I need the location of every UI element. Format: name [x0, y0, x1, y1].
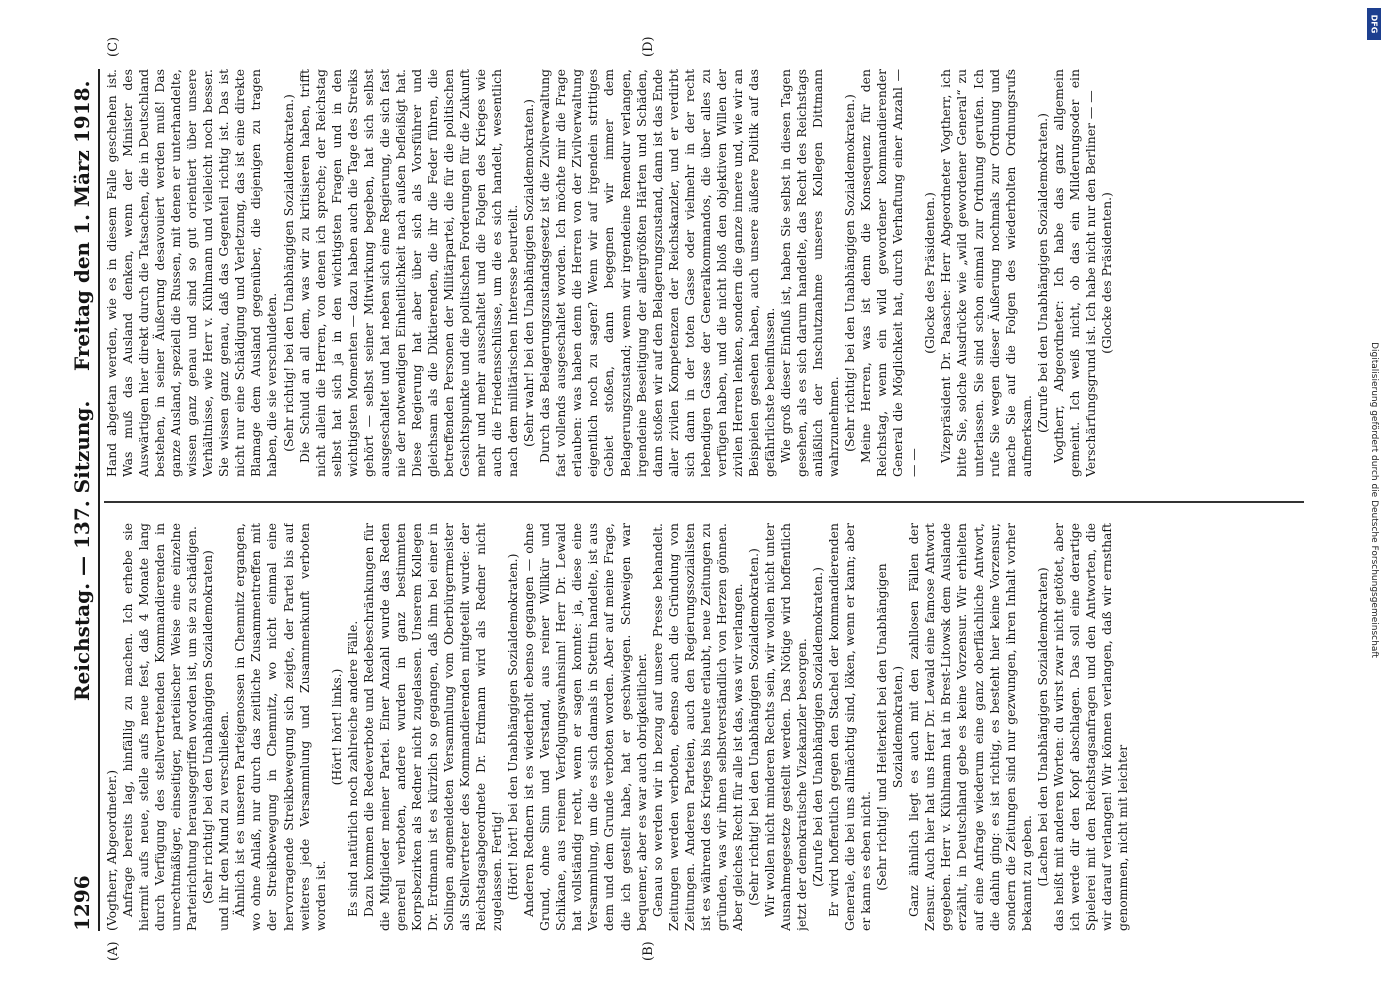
interjection: (Sehr wahr! bei den Unabhängigen Sozialdemokraten.): [521, 99, 537, 447]
paragraph: Anfrage bereits lag, hinfällig zu machen. Ich erhebe sie hiermit aufs neue, stelle aufs neue fest, daß 4 Monate lang durch Verfügung des stellvertretenden Kommandierenden in unrechtmäßiger, einseitiger, parteiischer Weise eine einzelne Parteirichtung herausgegriffen worden ist, um sie zu schädigen.: [120, 523, 200, 931]
session-title: Reichstag. — 137. Sitzung.: [70, 400, 94, 701]
paragraph: Dazu kommen die Redeverbote und Redebeschränkungen für die Mitglieder meiner Partei. Einer Anzahl wurde das Reden generell verboten, andere wurden in ganz bestimmten Korpsbezirken als Redner nicht zugelassen. Unserem Kollegen Dr. Erdmann ist es kürzlich so gegangen, daß ihm bei einer in Solingen angemeldeten Versammlung vom Oberbürgermeister als Stellvertreter des Kommandierenden mitgeteilt wurde: der Reichstagsabgeordnete Dr. Erdmann wird als Redner nicht zugelassen. Fertig!: [360, 523, 505, 931]
margin-marker-a: (A): [106, 941, 121, 961]
interjection: (Sehr richtig! bei den Unabhängigen Sozialdemokraten.): [280, 94, 296, 452]
interjection: (Glocke des Präsidenten.): [922, 192, 938, 354]
paragraph: Genau so werden wir in bezug auf unsere Presse behandelt. Zeitungen werden verboten, ebenso auch die Gründung von Zeitungen. Anderen Parteien, auch den Regierungssozialisten ist es während des Krieges bis heute erlaubt, neue Zeitungen zu gründen, was wir ihnen selbstverständlich von Herzen gönnen. Aber gleiches Recht für alle ist das, was wir verlangen.: [649, 523, 745, 931]
paragraph: Ganz ähnlich liegt es auch mit den zahllosen Fällen der Zensur. Auch hier hat uns Herr Dr. Lewald eine famose Antwort gegeben. Herr v. Kühlmann hat in Brest-Litowsk dem Auslande erzählt, in Deutschland gebe es keine Vorzensur. Wir erhielten auf eine Anfrage wiederum eine ganz oberflächliche Antwort, die dahin ging: es ist richtig, es besteht hier keine Vorzensur, sondern die Zeitungen sind nur gezwungen, ihren Inhalt vorher bekannt zu geben.: [906, 523, 1034, 931]
paragraph: (Vogtherr, Abgeordneter.): [104, 769, 119, 931]
interjection: (Glocke des Präsidenten.): [1098, 192, 1114, 354]
paragraph: Vogtherr, Abgeordneter: Ich habe das ganz allgemein gemeint. Ich weiß nicht, ob das ein Milderungsoder ein Verschärfungsgrund ist. Ich habe nicht nur den Berliner — —: [1050, 69, 1098, 477]
interjection: (Hört! hört! bei den Unabhängigen Sozialdemokraten.): [505, 553, 521, 901]
interjection: (Zurufe bei den Unabhängigen Sozialdemokraten.): [810, 567, 826, 887]
margin-marker-d: (D): [641, 36, 656, 57]
dfg-logo: DFG: [1367, 8, 1381, 40]
paragraph: das heißt mit anderen Worten: du wirst zwar nicht getötet, aber ich werde dir den Kopf abschlagen. Das soll eine derartige Spielerei mit den Reichstagsanfragen und den Antworten, die wir darauf verlangen! Wir können verlangen, daß wir ernsthaft genommen, nicht mit leichter: [1050, 523, 1130, 931]
interjection: (Lachen bei den Unabhängigen Sozialdemokraten): [1034, 567, 1050, 887]
interjection: (Sehr richtig! und Heiterkeit bei den Unabhängigen Sozialdemokraten.): [874, 563, 906, 891]
margin-marker-c: (C): [106, 36, 121, 57]
paragraph: Die Schuld an all dem, was wir zu kritisieren haben, trifft nicht allein die Herren, von denen ich spreche; der Reichstag selbst hat sich ja in den wichtigsten Fragen und in den wichtigsten Momenten — dazu haben auch die Tage des Streiks gehört — selbst seiner Mitwirkung begeben, hat sich selbst ausgeschaltet und hat neben sich eine Regierung, die sich fast nie der notwendigen Einheitlichkeit nach außen befleißigt hat. Diese Regierung hat aber über sich als Vorsführer und gleichsam als die Diktierenden, die ihr die Feder führen, die betreffenden Personen der Militärpartei, die für die politischen Gesichtspunkte und die politischen Forderungen für die Zukunft mehr und mehr ausschaltet und die Folgen des Krieges wie auch die Friedensschlüsse, um die es sich handelt, wesentlich nach dem militärischen Interesse beurteilt.: [296, 69, 521, 477]
paragraph: Hand abgetan werden, wie es in diesem Falle geschehen ist. Was muß das Ausland denken, wenn der Minister des Auswärtigen hier direkt durch die Tatsachen, die in Deutschland bestehen, in seiner Äußerung desavouiert werden muß! Das ganze Ausland, speziell die Russen, mit denen er unterhandelte, wissen ganz genau und sind so gut orientiert über unsere Verhältnisse, wie Herr v. Kühlmann und vielleicht noch besser. Sie wissen ganz genau, daß das Gegenteil richtig ist. Das ist nicht nur eine Schädigung und Verletzung, das ist eine direkte Blamage dem Ausland gegenüber, die diejenigen zu tragen haben, die sie verschuldeten.: [104, 69, 280, 477]
page-number: 1296: [70, 875, 94, 931]
paragraph: Wie groß dieser Einfluß ist, haben Sie selbst in diesen Tagen gesehen, als es sich darum handelte, das Recht des Reichstags anläßlich der Inschutznahme unseres Kollegen Dittmann wahrzunehmen.: [777, 69, 842, 477]
interjection: (Sehr richtig! bei den Unabhängigen Sozialdemokraten): [200, 550, 216, 904]
interjection: (Zurufe bei den Unabhängigen Sozialdemokraten.): [1034, 113, 1050, 433]
paragraph: Vizepräsident Dr. Paasche: Herr Abgeordneter Vogtherr, ich bitte Sie, solche Ausdrücke wie „wild gewordener General“ zu unterlassen. Sie sind schon einmal zur Ordnung gerufen. Ich rufe Sie wegen dieser Äußerung nochmals zur Ordnung und mache Sie auf die Folgen des wiederholten Ordnungsrufs aufmerksam.: [938, 69, 1034, 477]
interjection: (Sehr richtig! bei den Unabhängigen Sozialdemokraten.): [842, 94, 858, 452]
paragraph: Anderen Rednern ist es wiederholt ebenso gegangen — ohne Grund, ohne Sinn und Verstand, aus reiner Willkür und Schikane, aus reinem Verfolgungswahnsinn! Herr Dr. Lewald hat vollständig recht, wenn er sagen konnte: ja, diese eine Versammlung, um die es sich damals in Stettin handelte, ist aus dem und dem Grunde verboten worden. Aber auf meine Frage, die ich gestellt habe, hat er geschwiegen. Schweigen war bequemer, aber es war auch obrigkeitlicher.: [521, 523, 649, 931]
scanned-page: [56, 35, 1326, 965]
paragraph: und ihr den Mund zu verschließen.: [216, 710, 232, 931]
margin-marker-b: (B): [641, 941, 656, 961]
paragraph: Durch das Belagerungszustandsgesetz ist die Zivilverwaltung fast vollends ausgeschaltet worden. Ich möchte mir die Frage erlauben: was haben denn die Herren von der Zivilverwaltung eigentlich noch zu sagen? Wenn wir auf irgendein strittiges Gebiet stoßen, dann begegnen wir immer dem Belagerungszustand; wenn wir irgendeine Remedur verlangen, irgendeine Beseitigung der allergrößten Härten und Schäden, dann stoßen wir auf den Belagerungszustand, dann ist das Ende aller zivilen Kompetenzen der Reichskanzler, und er verdirbt sich dann in der toten Gasse oder vielmehr in der recht lebendigen Gasse der Generalkommandos, die über alles zu verfügen haben, und die nicht bloß den objektiven Willen der zivilen Herren lenken, sondern die ganze innere und, wie wir an Beispielen gesehen haben, auch unsere äußere Politik auf das gefährlichste beeinflussen.: [537, 69, 777, 477]
session-date: Freitag den 1. März 1918.: [70, 80, 94, 371]
interjection: (Sehr richtig! bei den Unabhängigen Sozialdemokraten.): [745, 548, 761, 906]
column-divider: [104, 501, 1304, 503]
digitization-credit: Digitalisierung gefördert durch die Deutsche Forschungsgemeinschaft: [1369, 342, 1379, 658]
paragraph: Es sind natürlich noch zahlreiche andere Fälle.: [344, 620, 360, 917]
page-header: [64, 69, 100, 931]
paragraph: Wir wollen nicht minderen Rechts sein, wir wollen nicht unter Ausnahmegesetze gestellt werden. Das Nötige wird hoffentlich jetzt der demokratische Vizekanzler besorgen.: [761, 523, 810, 931]
paragraph: Ähnlich ist es unseren Parteigenossen in Chemnitz ergangen, wo ohne Anlaß, nur durch das zeitliche Zusammentreffen mit der Streikbewegung in Chemnitz, wo nicht einmal eine hervorragende Streikbewegung sich zeigte, der Partei bis auf weiteres jede Versammlung und Zusammenkunft verboten worden ist.: [232, 523, 328, 931]
text-column-right: [104, 69, 1304, 477]
paragraph: Er wird hoffentlich gegen den Stachel der kommandierenden Generale, die bei uns allmächtig sind, löken, wenn er kann; aber er kann es eben nicht.: [826, 523, 874, 931]
text-column-left: [104, 523, 1304, 931]
paragraph: Meine Herren, was ist denn die Konsequenz für den Reichstag, wenn ein wild gewordener kommandierender General die Möglichkeit hat, durch Verhaftung einer Anzahl — — —: [858, 69, 922, 477]
interjection: (Hört! hört! links.): [328, 668, 344, 786]
